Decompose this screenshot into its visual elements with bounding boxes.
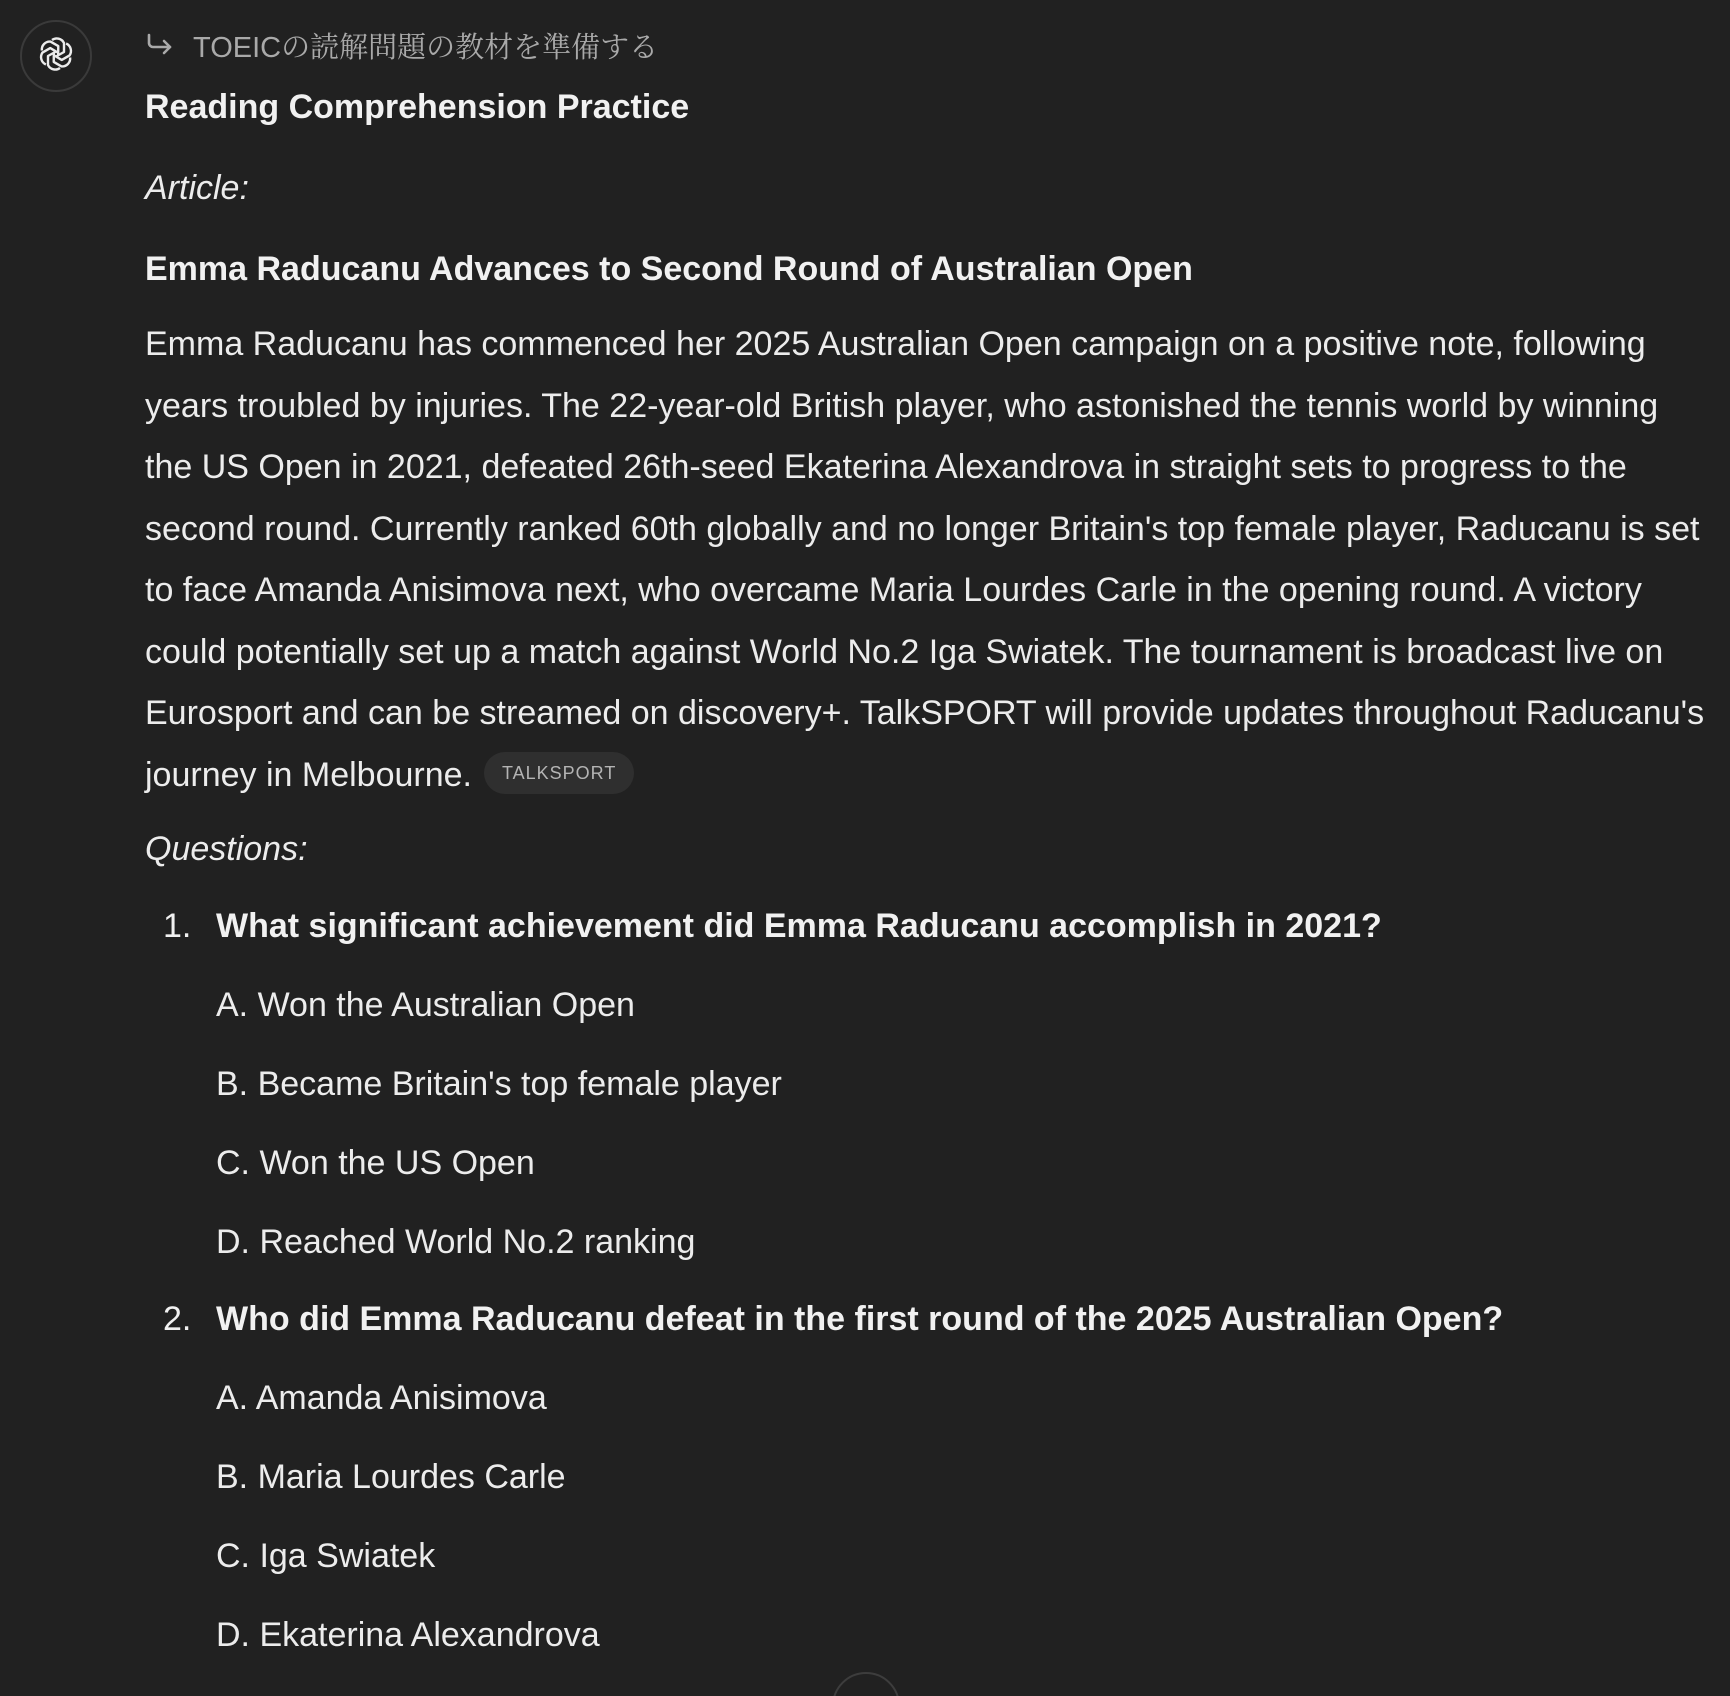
article-heading: Emma Raducanu Advances to Second Round of Australian Open xyxy=(145,250,1193,288)
question-number: 2. xyxy=(163,1300,192,1338)
reply-arrow-icon xyxy=(145,32,181,58)
answer-option: C. Iga Swiatek xyxy=(216,1537,436,1575)
answer-options xyxy=(216,1379,1705,1655)
answer-option: D. Ekaterina Alexandrova xyxy=(216,1616,600,1654)
answer-option: B. Maria Lourdes Carle xyxy=(216,1458,566,1496)
reply-reference[interactable] xyxy=(145,22,1705,68)
question-item xyxy=(145,907,1705,1262)
scroll-down-button[interactable] xyxy=(832,1672,900,1696)
assistant-avatar xyxy=(20,20,92,92)
source-citation-badge[interactable]: TALKSPORT xyxy=(484,752,634,794)
answer-option: B. Became Britain's top female player xyxy=(216,1065,782,1103)
response-title: Reading Comprehension Practice xyxy=(145,88,690,126)
assistant-message xyxy=(145,22,1705,1655)
openai-logo-icon xyxy=(36,34,76,79)
article-body-text: Emma Raducanu has commenced her 2025 Australian Open campaign on a positive note, following years troubled by injuries. The 22-year-old British player, who astonished the tennis world by winning the US Open in 2021, defeated 26th-seed Ekaterina Alexandrova in straight sets to progress to the second round. Currently ranked 60th globally and no longer Britain's top female player, Raducanu is set to face Amanda Anisimova next, who overcame Maria Lourdes Carle in the opening round. A victory could potentially set up a match against World No.2 Iga Swiatek. The tournament is broadcast live on Eurosport and can be streamed on discovery+. TalkSPORT will provide updates throughout Raducanu's journey in Melbourne. xyxy=(145,325,1705,794)
reply-reference-text: TOEICの読解問題の教材を準備する xyxy=(193,31,659,64)
questions-label: Questions: xyxy=(145,830,308,868)
question-text: What significant achievement did Emma Raducanu accomplish in 2021? xyxy=(216,907,1382,945)
article-body xyxy=(145,314,1705,806)
answer-option: C. Won the US Open xyxy=(216,1144,535,1182)
question-item xyxy=(145,1300,1705,1655)
answer-option: A. Won the Australian Open xyxy=(216,986,635,1024)
article-label: Article: xyxy=(145,169,249,207)
answer-options xyxy=(216,986,1705,1262)
question-number: 1. xyxy=(163,907,192,945)
answer-option: D. Reached World No.2 ranking xyxy=(216,1223,696,1261)
question-text: Who did Emma Raducanu defeat in the first round of the 2025 Australian Open? xyxy=(216,1300,1504,1338)
answer-option: A. Amanda Anisimova xyxy=(216,1379,547,1417)
